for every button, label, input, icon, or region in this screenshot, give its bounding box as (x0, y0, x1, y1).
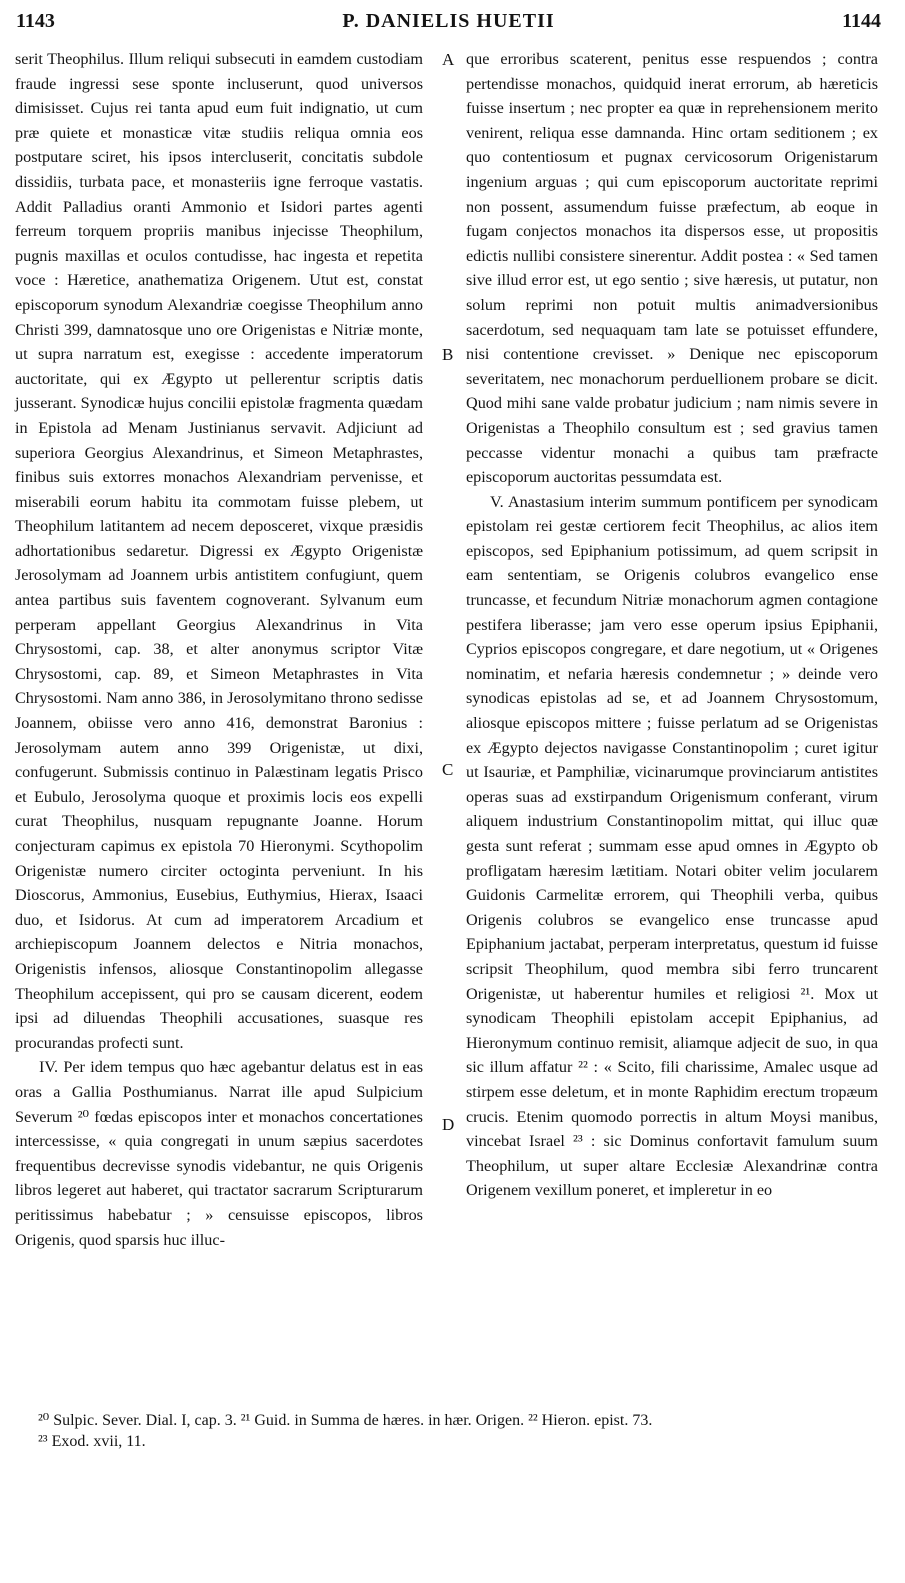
footnote-line-2: ²³ Exod. xvii, 11. (38, 1433, 146, 1450)
page-number-left: 1143 (16, 10, 55, 32)
footnotes (38, 1410, 883, 1452)
left-paragraph-2: IV. Per idem tempus quo hæc agebantur delatus est in eas oras a Gallia Posthumianus. Narrat ille apud Sulpicium Severum ²⁰ fœdas episcopos inter et monachos concertationes intercessisse, « quia congregati in unum sæpius sacerdotes frequentibus decrevisse synodis videbantur, ne quis Origenis libros legeret aut haberet, qui tractator sacrarum Scripturarum peritissimus habebatur ; » censuisse episcopos, libros Origenis, quod sparsis huc illuc- (15, 1058, 423, 1249)
margin-marker-c: C (442, 760, 454, 779)
left-paragraph-1: serit Theophilus. Illum reliqui subsecuti in eamdem custodiam fraude ingressi sese sponte incluserunt, quod universos dimisisset. Cujus rei tanta apud eum fuit indignatio, ut cum præ quiete et monasticæ vitæ studiis reliqua omnia eos postputare sciret, his ipsos intercluserit, concitatis subdole dissidiis, turbata pace, et monasteriis igne ferroque vastatis. Addit Palladius oranti Ammonio et Isidori partes agenti ferreum torquem propriis manibus injecisse Theophilum, pugnis maxillas et oculos contudisse, hac ingesta et repetita voce : Hæretice, anathematiza Origenem. Utut est, constat episcoporum synodum Alexandriæ coegisse Theophilum anno Christi 399, damnatosque uno ore Origenistas e Nitriæ monte, ut supra narratum est, exegisse : accedente imperatorum auctoritate, qui ex Ægypto ut pellerentur scriptis datis jusserant. Synodicæ hujus concilii epistolæ fragmenta quædam in Epistola ad Menam Justinianus servavit. Adjiciunt ad superiora Georgius Alexandrinus, et Simeon Metaphrastes, finibus suis extorres monachos Alexandriam pervenisse, et miserabili eorum habitu ita commotam fuisse plebem, ut Theophilum latitantem ad necem deposceret, vixque præsidis adhortationibus sedaretur. Digressi ex Ægypto Origenistæ Jerosolymam ad Joannem urbis antistitem confugiunt, quem antea partibus suis faventem cognoverant. Sylvanum eum perperam appellant Georgius Alexandrinus in Vita Chrysostomi, cap. 38, et alter anonymus scriptor Vitæ Chrysostomi, cap. 89, et Simeon Metaphrastes in Vita Chrysostomi. Nam anno 386, in Jerosolymitano throno sedisse Joannem, obiisse vero anno 416, demonstrat Baronius : Jerosolymam autem anno 399 Origenistæ, ut dixi, confugerunt. Submissis continuo in Palæstinam legatis Prisco et Eubulo, Jerosolyma quoque et proximis locis eos expelli curat Theophilus, nusquam repugnante Joanne. Horum conjecturam capimus ex epistola 70 Hieronymi. Scythopolim Origenistæ numero circiter octoginta perveniunt. In his Dioscorus, Ammonius, Eusebius, Euthymius, Hierax, Isaaci duo, et Isidorus. At cum ad imperatorem Arcadium et archiepiscopum Joannem delectos e Nitria monachos, Origenistis infensos, aliosque Constantinopolim allegasse Theophilum accepissent, qui pro se causam dicerent, eodem ipsi ad diluendas Theophili accusationes, suasque res procurandas profecti sunt. (15, 50, 423, 1052)
margin-marker-a: A (442, 50, 455, 69)
right-paragraph-2: V. Anastasium interim summum pontificem per synodicam epistolam rei gestæ certiorem fecit Theophilus, ac alios item episcopos, sed Epiphanium potissimum, ad quem scripsit in eam sententiam, se Origenis colubros evangelico ense truncasse, et fecundum Nitriæ monachorum agmen contagione pestifera liberasse; jam vero esse operum ipsius Epiphanii, Cyprios episcopos congregare, et dare negotium, ut « Origenes nominatim, et nefaria hæresis condemnetur ; » deinde vero synodicas epistolas ad se, et ad Joannem Chrysostomum, aliosque episcopos mittere ; fuisse perlatum ad se Origenistas ex Ægypto dejectos navigasse Constantinopolim ; curet igitur ut Isauriæ, et Pamphiliæ, vicinarumque provinciarum antistites operas suas ad exstirpandum Origenismum conferant, virum aliquem industrium Constantinopolim mittat, qui illuc quæ gesta sunt referat ; summam esse apud omnes in Ægypto ob profligatam hæresim lætitiam. Notari obiter velim jocularem Guidonis Carmelitæ errorem, qui Theophili verba, quibus Origenis colubros se evangelico ense truncasse apud Epiphanium jactabat, perperam interpretatus, questum id fuisse scripsit Theophilum, quod membra sibi ferro truncarent Origenistæ, ut haberentur humiles et religiosi ²¹. Mox ut synodicam Theophili epistolam accepit Epiphanius, ad Hieronymum continuo remisit, aliamque adjecit de suo, in qua sic illum affatur ²² : « Scito, fili charissime, Amalec usque ad stirpem esse deletum, et in monte Raphidim erectum tropæum crucis. Etenim quomodo porrectis in altum Moysi manibus, vincebat Israel ²³ : sic Dominus confortavit famulum suum Theophilum, ut super altare Ecclesiæ Alexandrinæ contra Origenem vexillum poneret, et impleretur in eo (466, 492, 878, 1200)
running-title: P. DANIELIS HUETII (342, 10, 555, 32)
page-number-right: 1144 (842, 10, 881, 32)
margin-marker-b: B (442, 345, 454, 364)
right-column (466, 47, 878, 1203)
footnote-line-1: ²⁰ Sulpic. Sever. Dial. I, cap. 3. ²¹ Guid. in Summa de hæres. in hær. Origen. ²² Hieron. epist. 73. (38, 1412, 653, 1429)
page-header (16, 10, 881, 40)
left-column (15, 47, 423, 1252)
right-paragraph-1: que erroribus scaterent, penitus esse respuendos ; contra pertendisse monachos, quidquid inerat errorum, ab hæreticis fuisse insertum ; nec propter ea quæ in reprehensionem merito venirent, reliqua esse damnanda. Hinc ortam seditionem ; ex quo contentiosum et pugnax cervicosorum Origenistarum ingenium arguas ; qui cum episcoporum auctoritate reprimi non possent, assumendum fuisse præfectum, ab eoque in fugam conjectos monachos ita dispersos esse, ut propositis edictis nullibi consistere sinerentur. Addit postea : « Sed tamen sive illud error est, ut ego sentio ; sive hæresis, ut putatur, non solum reprimi non potuit multis animadversionibus sacerdotum, sed nequaquam tam late se potuisset effundere, nisi contentione crevisset. » Denique nec episcoporum severitatem, nec monachorum perduellionem probare se dicit. Quod mihi sane valde probatur judicium ; nam nimis severe in Origenistas a Theophilo consultum est ; sed gravius tamen peccasse videntur monachi a quibus tam præfracte episcoporum auctoritas pessumdata est. (466, 50, 878, 487)
margin-marker-d: D (442, 1115, 455, 1134)
